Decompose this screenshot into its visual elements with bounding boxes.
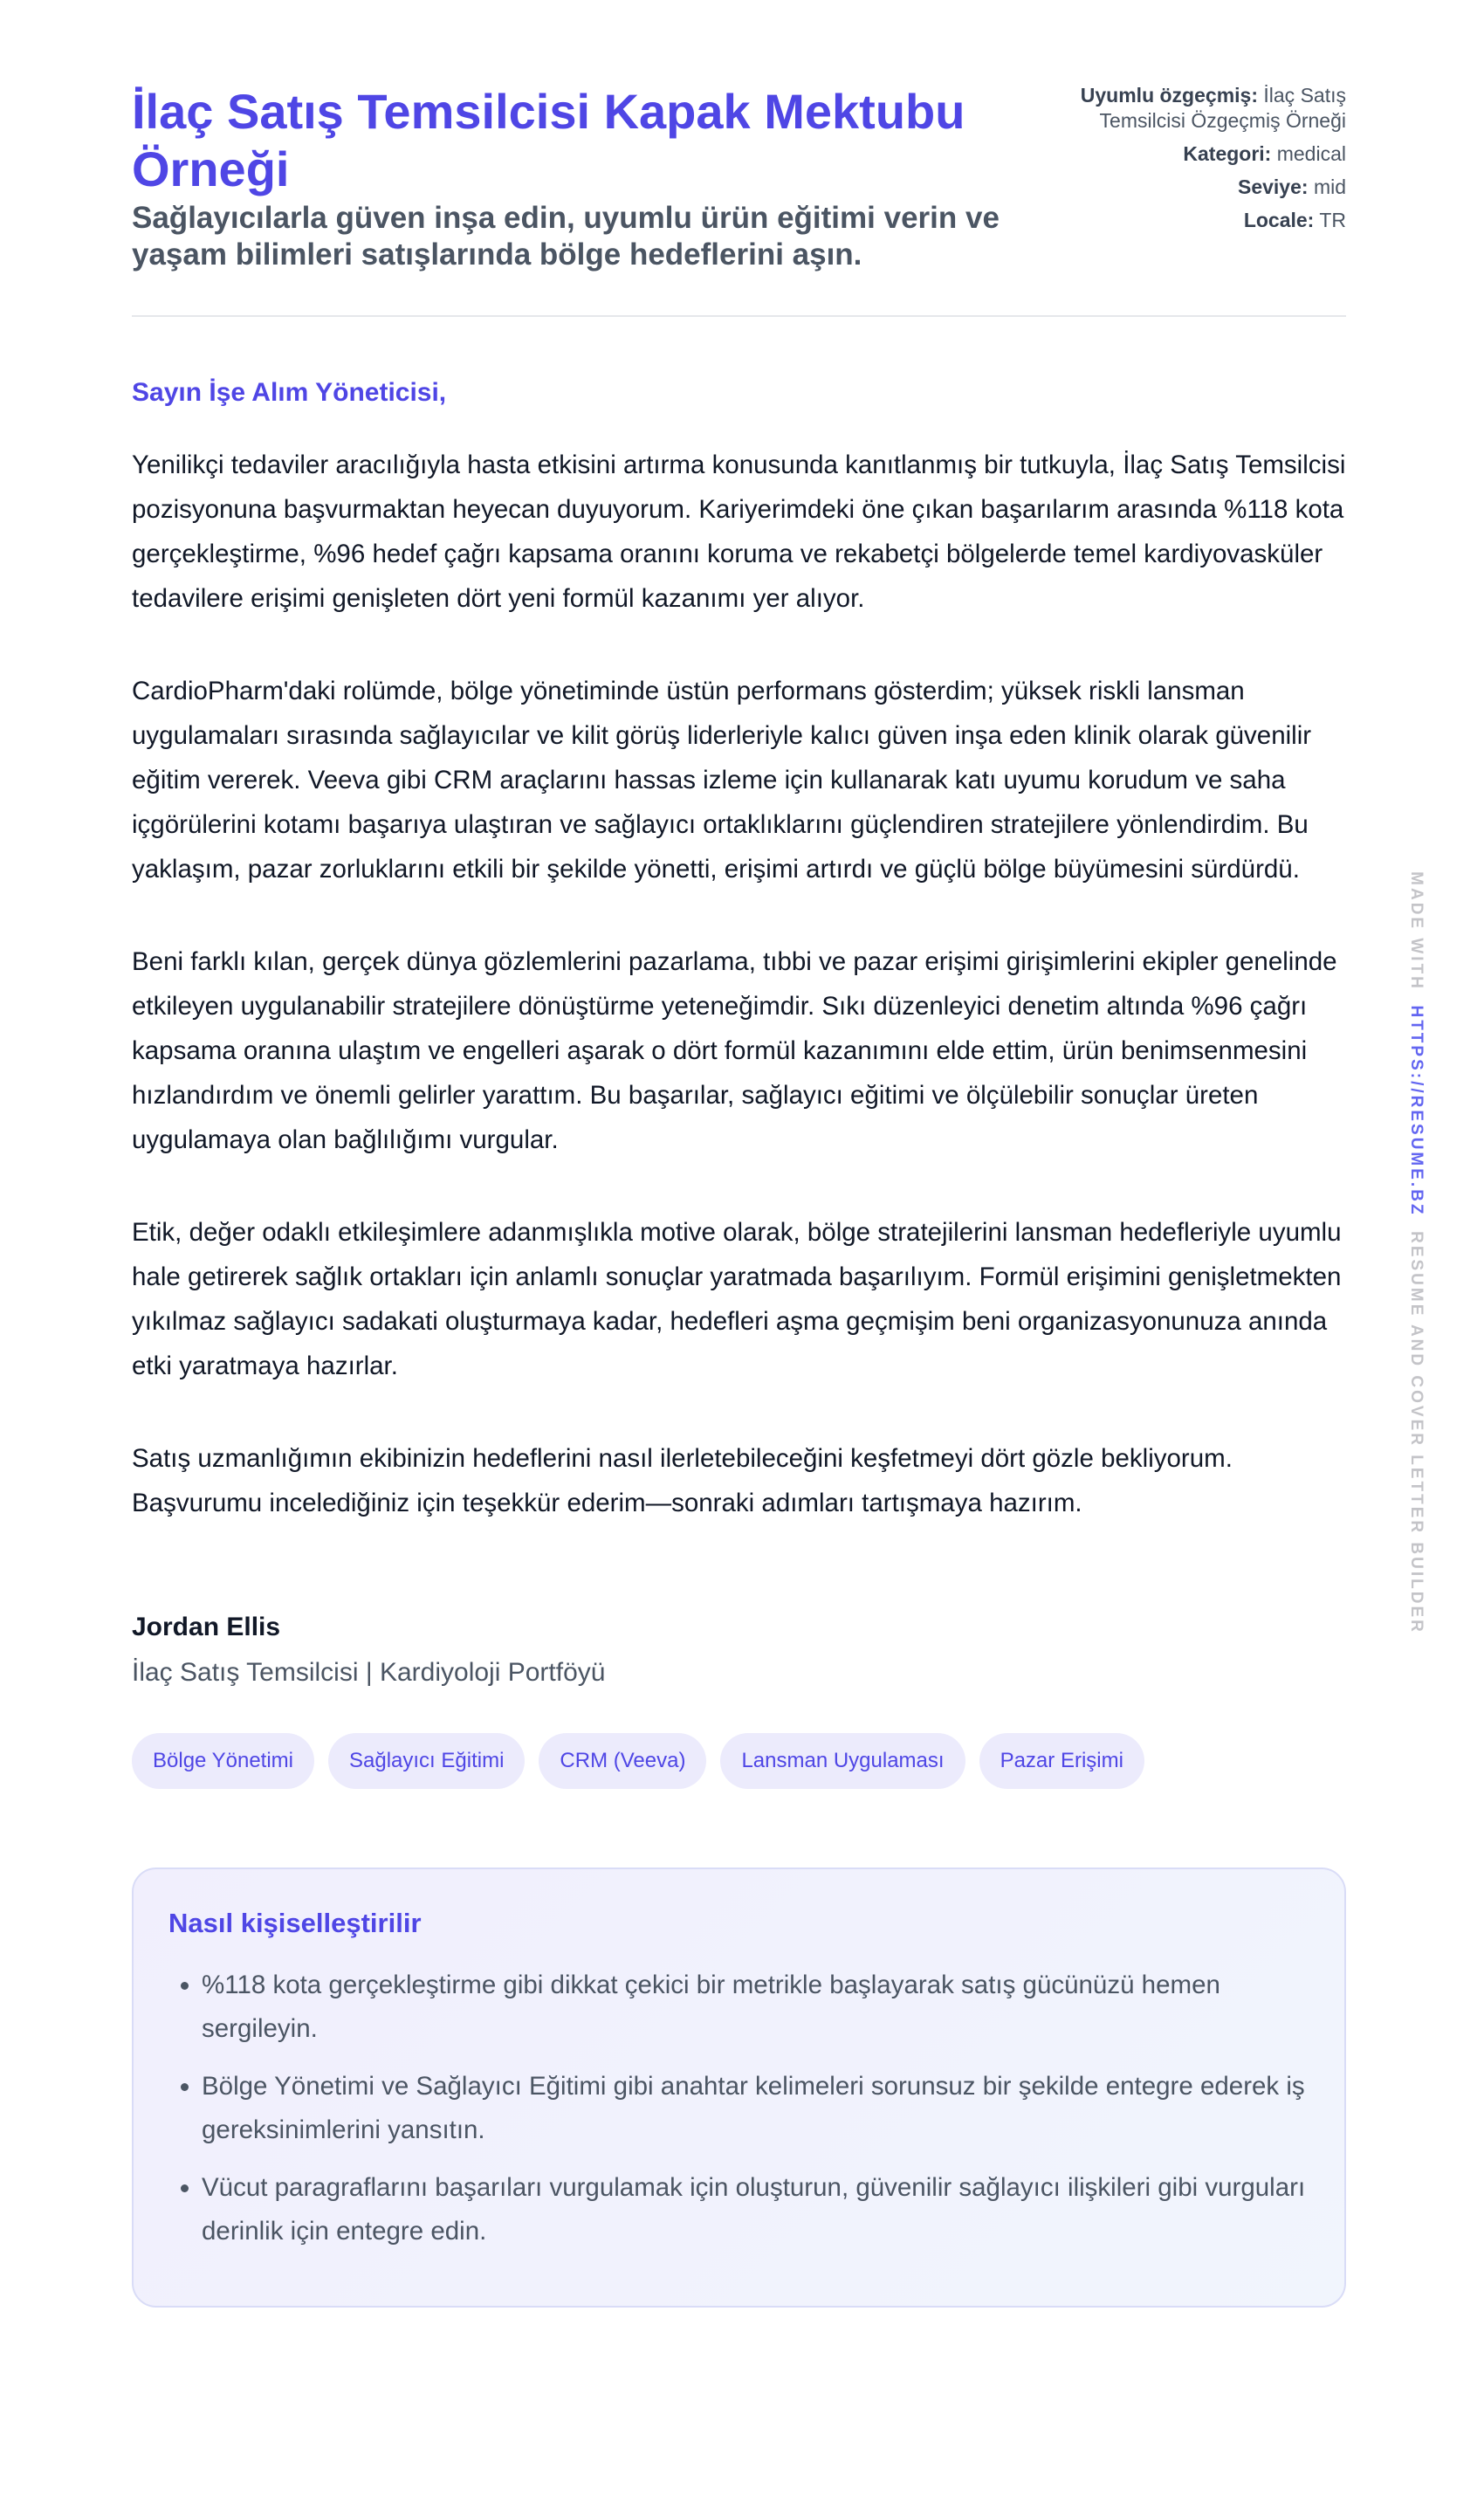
tag-chip: Pazar Erişimi [979, 1733, 1144, 1789]
tag-chip: CRM (Veeva) [539, 1733, 706, 1789]
tip-item: • %118 kota gerçekleştirme gibi dikkat çekici bir metrikle başlayarak satış gücünüzü hemen sergileyin. [202, 1964, 1309, 2051]
paragraph: CardioPharm'daki rolümde, bölge yönetiminde üstün performans gösterdim; yüksek riskli lansman uygulamaları sırasında sağlayıcılar ve kilit görüş liderleriyle kalıcı güven inşa eden klinik olarak güvenilir eğitim vererek. Veeva gibi CRM araçlarını hassas izleme için kullanarak katı uyumu korudum ve saha içgörülerini kotamı başarıya ulaştıran ve sağlayıcı ortaklıklarını güçlendiren stratejilere yönlendirdim. Bu yaklaşım, pazar zorluklarını etkili bir şekilde yönetti, erişimi artırdı ve güçlü bölge büyümesini sürdürdü. [132, 677, 1312, 884]
paragraph: Yenilikçi tedaviler aracılığıyla hasta etkisini artırma konusunda kanıtlanmış bir tutkuyla, İlaç Satış Temsilcisi pozisyonuna başvurmaktan heyecan duyuyorum. Kariyerimdeki öne çıkan başarılarım arasında %118 kota gerçekleştirme, %96 hedef çağrı kapsama oranını koruma ve rekabetçi bölgelerde temel kardiyovasküler tedavilere erişimi genişleten dört yeni formül kazanımı yer alıyor. [132, 451, 1346, 613]
resume-link[interactable]: İlaç Satış Temsilcisi Özgeçmiş Örneği [1099, 84, 1346, 132]
greeting: Sayın İşe Alım Yöneticisi, [132, 378, 447, 407]
page-title: İlaç Satış Temsilcisi Kapak Mektubu Örneği [132, 84, 965, 196]
watermark-link[interactable]: HTTPS://RESUME.BZ [1407, 1005, 1426, 1217]
tips-list [168, 1964, 1309, 2253]
page-subtitle: Sağlayıcılarla güven inşa edin, uyumlu ürün eğitimi verin ve yaşam bilimleri satışlarında bölge hedeflerini aşın. [132, 201, 1000, 272]
personalization-tips [132, 1868, 1346, 2308]
meta-category: Kategori: medical [1183, 142, 1346, 165]
meta-info [1049, 83, 1346, 241]
tag-chip: Sağlayıcı Eğitimi [328, 1733, 525, 1789]
meta-resume: Uyumlu özgeçmiş: İlaç Satış Temsilcisi Özgeçmiş Örneği [1080, 84, 1346, 132]
signature-name: Jordan Ellis [132, 1613, 281, 1641]
paragraph: Satış uzmanlığımın ekibinizin hedeflerini nasıl ilerletebileceğini keşfetmeyi dört gözle bekliyorum. Başvurumu incelediğiniz için teşekkür ederim—sonraki adımları tartışmaya hazırım. [132, 1444, 1233, 1517]
watermark: MADE WITH HTTPS://RESUME.BZ RESUME AND COVER LETTER BUILDER [1407, 871, 1426, 1634]
header [132, 83, 1346, 317]
signature-role: İlaç Satış Temsilcisi | Kardiyoloji Portföyü [132, 1658, 606, 1687]
meta-locale: Locale: TR [1243, 209, 1346, 231]
tag-chip: Lansman Uygulaması [720, 1733, 965, 1789]
tag-chip: Bölge Yönetimi [132, 1733, 314, 1789]
tag-list [132, 1733, 1346, 1789]
tip-item: • Vücut paragraflarını başarıları vurgulamak için oluşturun, güvenilir sağlayıcı ilişkileri gibi vurguları derinlik için entegre edin. [202, 2166, 1309, 2253]
paragraph: Etik, değer odaklı etkileşimlere adanmışlıkla motive olarak, bölge stratejilerini lansman hedefleriyle uyumlu hale getirerek sağlık ortakları için anlamlı sonuçlar yaratmada başarılıyım. Formül erişimini genişletmekten yıkılmaz sağlayıcı sadakati oluşturmaya kadar, hedefleri aşma geçmişim beni organizasyonunuza anında etki yaratmaya hazırlar. [132, 1218, 1342, 1380]
tip-item: • Bölge Yönetimi ve Sağlayıcı Eğitimi gibi anahtar kelimeleri sorunsuz bir şekilde entegre ederek iş gereksinimlerini yansıtın. [202, 2065, 1309, 2152]
tips-title: Nasıl kişiselleştirilir [168, 1908, 422, 1938]
paragraph: Beni farklı kılan, gerçek dünya gözlemlerini pazarlama, tıbbi ve pazar erişimi girişimlerini ekipler genelinde etkileyen uygulanabilir stratejilere dönüştürme yeteneğimdir. Sıkı düzenleyici denetim altında %96 çağrı kapsama oranına ulaştım ve engelleri aşarak o dört formül kazanımını elde ettim, ürün benimsenmesini hızlandırdım ve önemli gelirler yarattım. Bu başarılar, sağlayıcı eğitimi ve ölçülebilir sonuçlar üreten uygulamaya olan bağlılığımı vurgular. [132, 947, 1337, 1154]
cover-letter-page [132, 83, 1346, 2308]
meta-level: Seviye: mid [1237, 175, 1346, 198]
